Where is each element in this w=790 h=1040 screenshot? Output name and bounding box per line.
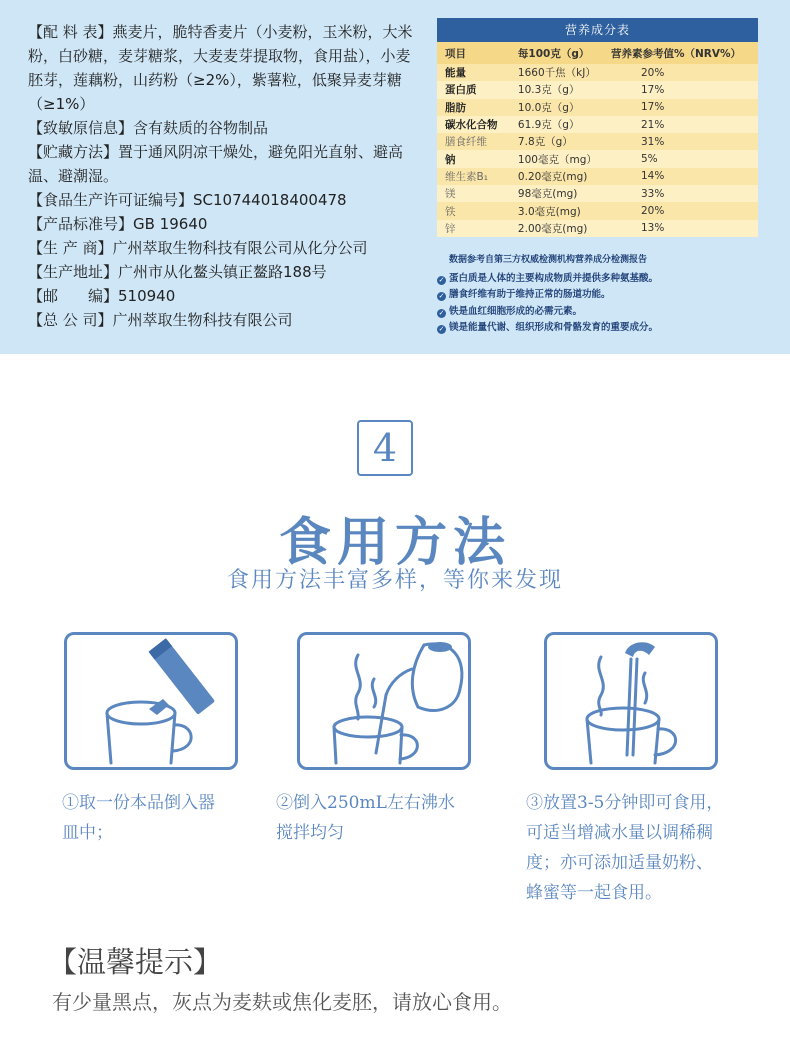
table-row: [437, 168, 758, 185]
nutrition-table: [437, 42, 758, 237]
step-text-line: ③放置3-5分钟即可食用，: [526, 793, 724, 813]
ingredients-line: 【配 料 表】燕麦片，脆特香麦片（小麦粉，玉米粉，大米粉，白砂糖，麦芽糖浆，大麦麦芽提取物，食用盐），小麦胚芽，莲藕粉，山药粉（≥2%），紫薯粒，低聚异麦芽糖（≥1%）: [28, 23, 413, 113]
nutrient-name: 碳水化合物: [437, 116, 510, 133]
nutrient-nrv: 5%: [611, 150, 758, 167]
step-text-line: 搅拌均匀: [276, 823, 344, 843]
nutrient-value: 10.3克（g）: [510, 81, 611, 98]
pour-sachet-icon: [67, 635, 235, 767]
check-icon: ✓: [438, 292, 445, 301]
nutrient-nrv: 20%: [611, 64, 758, 81]
nutrient-value: 0.20毫克(mg): [510, 168, 611, 185]
check-icon: ✓: [438, 308, 445, 317]
table-row: [437, 202, 758, 219]
table-row: [437, 185, 758, 202]
section-title: 食用方法: [278, 512, 511, 573]
list-item: [437, 320, 758, 337]
step-text-line: ②倒入250mL左右沸水: [276, 793, 455, 813]
manufacturer-line: 【生 产 商】广州萃取生物科技有限公司从化分公司: [28, 239, 368, 257]
allergen-line: 【致敏原信息】含有麸质的谷物制品: [28, 119, 269, 137]
table-row: [437, 64, 758, 81]
nutrient-nrv: 20%: [611, 202, 758, 219]
nutrient-value: 98毫克(mg): [510, 185, 611, 202]
nutrient-name: 铁: [437, 202, 510, 219]
nutrient-name: 能量: [437, 64, 510, 81]
step-2-text: [276, 788, 506, 848]
nutrient-value: 10.0克（g）: [510, 99, 611, 116]
step-text-line: ①取一份本品倒入器: [62, 793, 215, 813]
nutrient-value: 2.00毫克(mg): [510, 220, 611, 237]
nutrient-nrv: 31%: [611, 133, 758, 150]
step-3-card: [544, 632, 718, 770]
nutrition-panel: [437, 18, 758, 337]
note-text: 蛋白质是人体的主要构成物质并提供多种氨基酸。: [449, 272, 659, 284]
storage-line: 【贮藏方法】置于通风阴凉干燥处，避免阳光直射、避高温、避潮湿。: [28, 143, 404, 185]
nutrient-name: 蛋白质: [437, 81, 510, 98]
list-item: [437, 304, 758, 321]
list-item: [437, 287, 758, 304]
table-row: [437, 81, 758, 98]
stir-cup-icon: [547, 635, 715, 767]
nutrient-value: 3.0毫克(mg): [510, 202, 611, 219]
section-number: 4: [357, 420, 413, 476]
step-3-text: [526, 788, 766, 908]
nutrient-value: 61.9克（g）: [510, 116, 611, 133]
nutrient-name: 膳食纤维: [437, 133, 510, 150]
table-row: [437, 220, 758, 237]
header-nrv: 营养素参考值%（NRV%）: [611, 42, 758, 64]
note-text: 膳食纤维有助于维持正常的肠道功能。: [449, 289, 611, 301]
product-info-band: [0, 0, 790, 354]
nutrient-value: 100毫克（mg）: [510, 150, 611, 167]
tips-text: 有少量黑点，灰点为麦麸或焦化麦胚，请放心食用。: [52, 990, 512, 1014]
step-1-text: [62, 788, 262, 848]
check-icon: ✓: [438, 275, 445, 284]
nutrition-header-row: [437, 42, 758, 64]
table-row: [437, 150, 758, 167]
license-line: 【食品生产许可证编号】SC10744018400478: [28, 191, 347, 209]
step-text-line: 可适当增减水量以调稀稠: [526, 823, 713, 843]
standard-line: 【产品标准号】GB 19640: [28, 215, 208, 233]
nutrition-source-note: 数据参考自第三方权威检测机构营养成分检测报告: [449, 254, 648, 265]
step-text-line: 皿中；: [62, 823, 113, 843]
table-row: [437, 99, 758, 116]
table-row: [437, 133, 758, 150]
step-text-line: 度；亦可添加适量奶粉、: [526, 853, 713, 873]
nutrient-nrv: 14%: [611, 168, 758, 185]
nutrient-value: 1660千焦（kJ）: [510, 64, 611, 81]
nutrient-name: 锌: [437, 220, 510, 237]
table-row: [437, 116, 758, 133]
step-2-card: [297, 632, 471, 770]
header-item: 项目: [437, 42, 510, 64]
step-1-card: [64, 632, 238, 770]
step-text-line: 蜂蜜等一起食用。: [526, 883, 662, 903]
nutrient-nrv: 17%: [611, 81, 758, 98]
nutrient-nrv: 13%: [611, 220, 758, 237]
nutrient-name: 镁: [437, 185, 510, 202]
section-subtitle: 食用方法丰富多样，等你来发现: [226, 568, 563, 593]
tips-title: 【温馨提示】: [48, 945, 223, 979]
note-text: 镁是能量代谢、组织形成和骨骼发育的重要成分。: [449, 322, 659, 334]
postcode-line: 【邮 编】510940: [28, 287, 176, 305]
head-office-line: 【总 公 司】广州萃取生物科技有限公司: [28, 311, 293, 329]
nutrition-notes: [437, 271, 758, 337]
nutrient-value: 7.8克（g）: [510, 133, 611, 150]
note-text: 铁是血红细胞形成的必需元素。: [449, 305, 583, 317]
nutrient-name: 钠: [437, 150, 510, 167]
address-line: 【生产地址】广州市从化鳌头镇正鳌路188号: [28, 263, 327, 281]
kettle-pour-icon: [300, 635, 468, 767]
nutrient-name: 维生素B₁: [437, 168, 510, 185]
nutrient-nrv: 33%: [611, 185, 758, 202]
ingredient-info: [28, 20, 418, 332]
header-per100g: 每100克（g）: [510, 42, 611, 64]
nutrient-nrv: 21%: [611, 116, 758, 133]
nutrition-table-title: 营养成分表: [437, 18, 758, 42]
check-icon: ✓: [438, 325, 445, 334]
nutrient-nrv: 17%: [611, 99, 758, 116]
list-item: [437, 271, 758, 288]
nutrient-name: 脂肪: [437, 99, 510, 116]
